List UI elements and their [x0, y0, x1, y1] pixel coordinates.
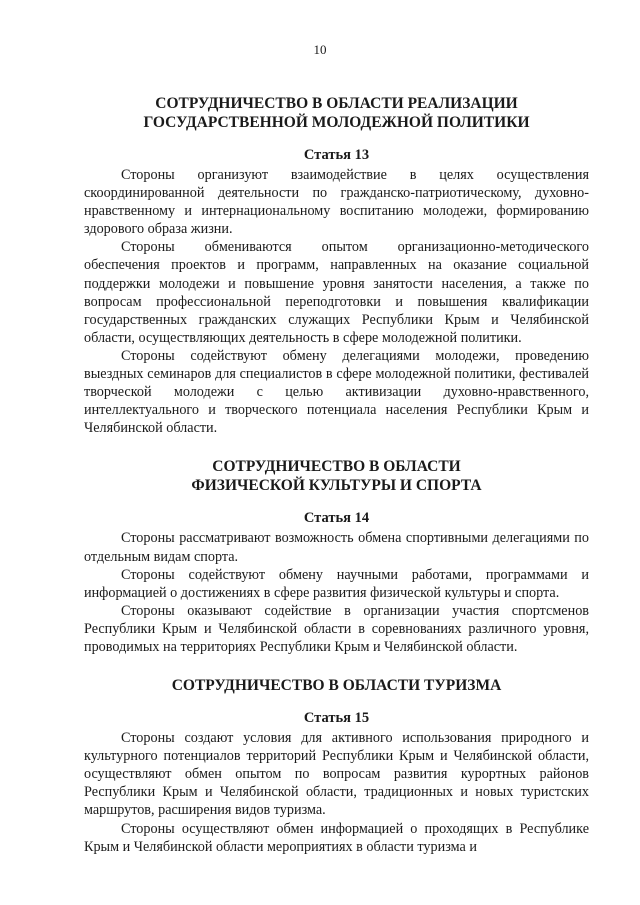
- page-content: [84, 72, 589, 856]
- article-title-15: Статья 15: [303, 710, 370, 727]
- paragraph: Стороны содействуют обмену делегациями молодежи, проведению выездных семинаров для специалистов в сфере молодежной политики, фестивалей творческой молодежи с целью активизации духовно-нравственного, интеллектуального и творческого потенциала населения Республики Крым и Челябинской области.: [84, 347, 589, 437]
- section-title-line: СОТРУДНИЧЕСТВО В ОБЛАСТИ: [212, 458, 461, 476]
- paragraph: Стороны обмениваются опытом организационно-методического обеспечения проектов и программ, направленных на оказание социальной поддержки молодежи и повышение уровня занятости населения, а также по вопросам профессиональной переподготовки и повышения квалификации государственных гражданских служащих Республики Крым и Челябинской области, осуществляющих деятельность в сфере молодежной политики.: [84, 239, 589, 346]
- section-title-sport: [84, 457, 589, 495]
- paragraph: Стороны содействуют обмену научными работами, программами и информацией о достижениях в сфере развития физической культуры и спорта.: [84, 566, 589, 601]
- section-title-tourism: [84, 676, 589, 695]
- section-title-line: СОТРУДНИЧЕСТВО В ОБЛАСТИ РЕАЛИЗАЦИИ: [155, 95, 518, 112]
- article-title-13: Статья 13: [303, 147, 370, 163]
- section-title-youth-policy: [84, 94, 589, 132]
- paragraph: Стороны организуют взаимодействие в целях осуществления скоординированной деятельности по гражданско-патриотическому, духовно-нравственному и интернациональному воспитанию молодежи, формированию здорового образа жизни.: [84, 167, 589, 238]
- paragraph: Стороны создают условия для активного использования природного и культурного потенциалов территорий Республики Крым и Челябинской области, осуществляют обмен опытом по вопросам развития курортных районов Республики Крым и Челябинской области, традиционных и новых туристских маршрутов, расширения видов туризма.: [84, 730, 589, 819]
- article-title-14: Статья 14: [303, 510, 370, 527]
- paragraph: Стороны осуществляют обмен информацией о проходящих в Республике Крым и Челябинской области мероприятиях в области туризма и: [84, 820, 589, 855]
- page-number: 10: [313, 42, 327, 57]
- paragraph: Стороны оказывают содействие в организации участия спортсменов Республики Крым и Челябинской области в соревнованиях различного уровня, проводимых на территориях Республики Крым и Челябинской области.: [84, 602, 589, 655]
- section-title-line: ГОСУДАРСТВЕННОЙ МОЛОДЕЖНОЙ ПОЛИТИКИ: [143, 114, 530, 131]
- paragraph: Стороны рассматривают возможность обмена спортивными делегациями по отдельным видам спорта.: [84, 530, 589, 565]
- section-title-line: СОТРУДНИЧЕСТВО В ОБЛАСТИ ТУРИЗМА: [171, 677, 502, 695]
- section-title-line: ФИЗИЧЕСКОЙ КУЛЬТУРЫ И СПОРТА: [191, 477, 482, 495]
